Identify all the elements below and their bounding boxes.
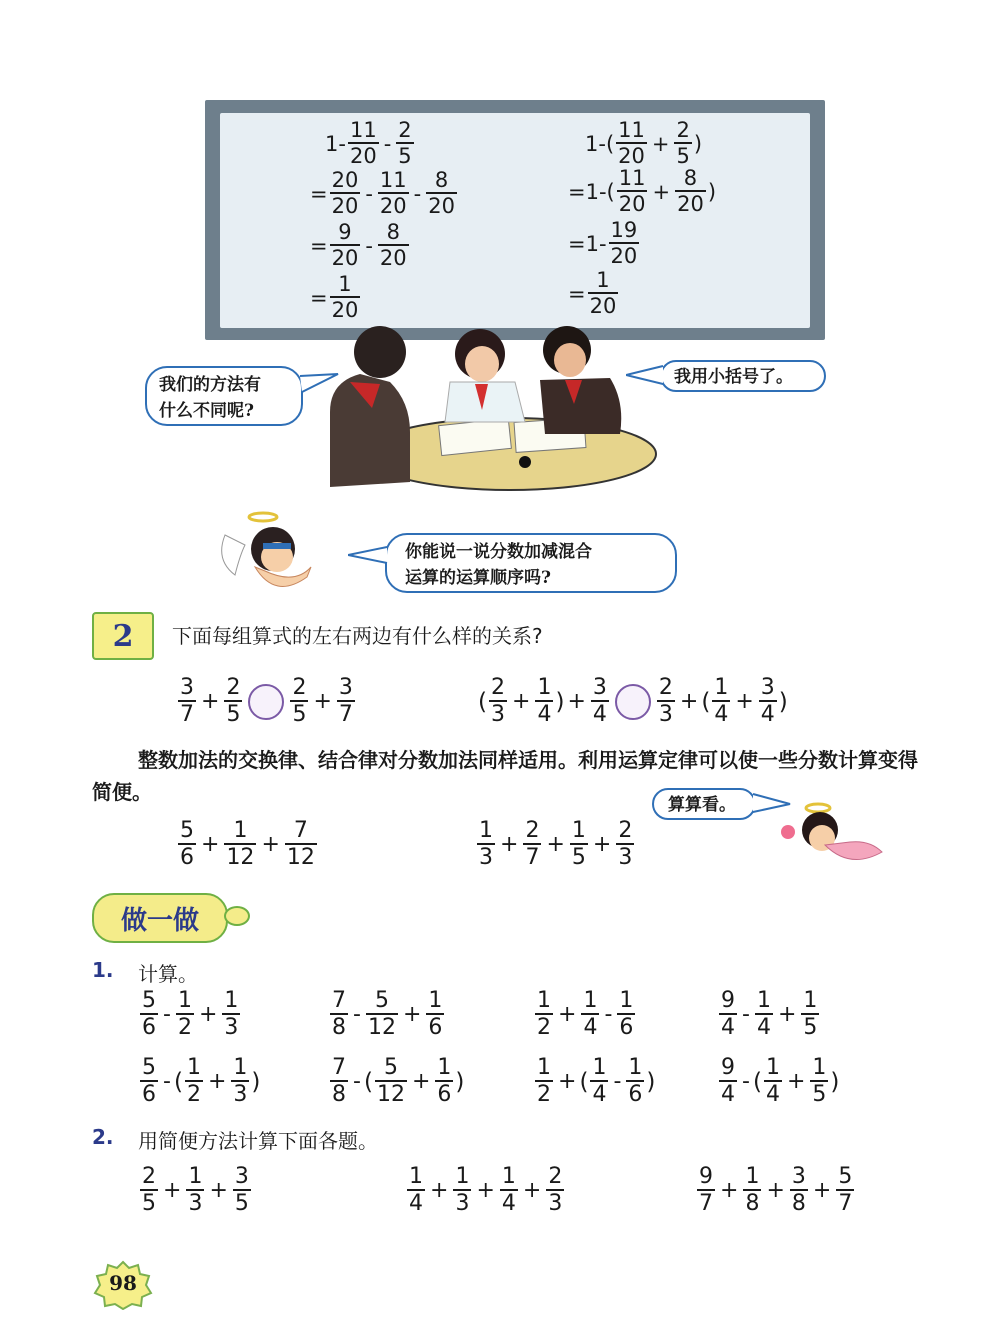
comparison-left: $\frac{3}{7}$ + $\frac{2}{5}$ $\frac{2}{5}$ + $\frac{3}{7}$ — [180, 675, 353, 727]
ex1-f: $\frac{7}{8}$ - ( $\frac{5}{12}$ + $\frac{1}{6}$ ) — [332, 1055, 465, 1107]
fraction: $\frac{11}{20}$ — [349, 118, 377, 168]
section-question: 下面每组算式的左右两边有什么样的关系? — [172, 624, 543, 648]
fraction: $\frac{11}{20}$ — [379, 168, 407, 218]
children-table-illustration — [320, 322, 660, 492]
ex1-g: $\frac{1}{2}$ + ( $\frac{1}{4}$ - $\frac{1}{6}$ ) — [537, 1055, 656, 1107]
board-right-line3: =1- $\frac{19}{20}$ — [568, 218, 638, 268]
zuoyizuo-banner: 做一做 — [92, 893, 228, 943]
fraction: $\frac{8}{20}$ — [428, 168, 455, 218]
compare-circle[interactable] — [615, 684, 651, 720]
fraction: $\frac{11}{20}$ — [618, 118, 645, 168]
ex1-b: $\frac{7}{8}$ - $\frac{5}{12}$ + $\frac{1}{6}$ — [332, 988, 443, 1040]
section-number-badge: 2 — [92, 612, 154, 660]
board-left-line2: = $\frac{20}{20}$ - $\frac{11}{20}$ - $\frac{8}{20}$ — [310, 168, 455, 218]
exercise-2-number: 2. — [92, 1125, 114, 1149]
bubble-tail-icon — [348, 545, 388, 567]
angel-illustration — [215, 505, 325, 605]
fraction: $\frac{1}{20}$ — [331, 272, 359, 322]
calc-line-1: $\frac{5}{6}$ + $\frac{1}{12}$ + $\frac{7}{12}$ — [180, 818, 315, 870]
fraction: $\frac{2}{5}$ — [676, 118, 690, 168]
page-number: 98 — [109, 1271, 137, 1295]
board-left-line3: = $\frac{9}{20}$ - $\frac{8}{20}$ — [310, 220, 407, 270]
fraction: $\frac{20}{20}$ — [331, 168, 359, 218]
expr-text: 1- — [325, 131, 346, 156]
exercise-1-number: 1. — [92, 958, 114, 982]
fraction: $\frac{9}{20}$ — [331, 220, 359, 270]
exercise-2-label: 用简便方法计算下面各题。 — [138, 1129, 378, 1153]
fraction: $\frac{1}{20}$ — [589, 268, 617, 318]
speech-bubble-left: 我们的方法有 什么不同呢? — [145, 366, 303, 426]
fraction: $\frac{2}{5}$ — [398, 118, 412, 168]
calc-line-2: $\frac{1}{3}$ + $\frac{2}{7}$ + $\frac{1}{5}$ + $\frac{2}{3}$ — [479, 818, 633, 870]
board-right-line4: = $\frac{1}{20}$ — [568, 268, 617, 318]
banner-dot-icon — [224, 906, 250, 926]
fraction: $\frac{19}{20}$ — [610, 218, 638, 268]
board — [220, 113, 810, 328]
ex1-c: $\frac{1}{2}$ + $\frac{1}{4}$ - $\frac{1}{6}$ — [537, 988, 634, 1040]
board-right-line2: =1-( $\frac{11}{20}$ + $\frac{8}{20}$ ) — [568, 166, 717, 216]
ex1-a: $\frac{5}{6}$ - $\frac{1}{2}$ + $\frac{1}{3}$ — [142, 988, 239, 1040]
ex2-c: $\frac{9}{7}$ + $\frac{1}{8}$ + $\frac{3}{8}$ + $\frac{5}{7}$ — [699, 1164, 853, 1216]
fraction: $\frac{11}{20}$ — [618, 166, 646, 216]
ex2-b: $\frac{1}{4}$ + $\frac{1}{3}$ + $\frac{1}{4}$ + $\frac{2}{3}$ — [409, 1164, 563, 1216]
bubble-tail-icon — [300, 372, 340, 396]
angel-girl-illustration — [770, 800, 890, 880]
fraction: $\frac{8}{20}$ — [677, 166, 704, 216]
ex1-d: $\frac{9}{4}$ - $\frac{1}{4}$ + $\frac{1}{5}$ — [721, 988, 818, 1040]
fraction: $\frac{8}{20}$ — [379, 220, 407, 270]
ex2-a: $\frac{2}{5}$ + $\frac{1}{3}$ + $\frac{3}{5}$ — [142, 1164, 249, 1216]
compare-circle[interactable] — [248, 684, 284, 720]
speech-bubble-suan: 算算看。 — [652, 788, 756, 820]
ex1-e: $\frac{5}{6}$ - ( $\frac{1}{2}$ + $\frac{1}{3}$ ) — [142, 1055, 261, 1107]
board-right-line1: 1-( $\frac{11}{20}$ + $\frac{2}{5}$ ) — [585, 118, 703, 168]
speech-bubble-right: 我用小括号了。 — [660, 360, 826, 392]
bubble-tail-icon — [626, 364, 664, 386]
speech-bubble-angel: 你能说一说分数加减混合 运算的运算顺序吗? — [385, 533, 677, 593]
explanation-paragraph: 整数加法的交换律、结合律对分数加法同样适用。利用运算定律可以使一些分数计算变得简便。 — [92, 748, 918, 804]
exercise-1-label: 计算。 — [138, 962, 198, 986]
board-left-line1: 1- $\frac{11}{20}$ - $\frac{2}{5}$ — [325, 118, 412, 168]
ex1-h: $\frac{9}{4}$ - ( $\frac{1}{4}$ + $\frac{1}{5}$ ) — [721, 1055, 840, 1107]
comparison-right: ( $\frac{2}{3}$ + $\frac{1}{4}$ ) + $\frac{3}{4}$ $\frac{2}{3}$ + ( $\frac{1}{4}$ + $\frac{3}{4}$ ) — [478, 675, 788, 727]
board-left-line4: = $\frac{1}{20}$ — [310, 272, 359, 322]
